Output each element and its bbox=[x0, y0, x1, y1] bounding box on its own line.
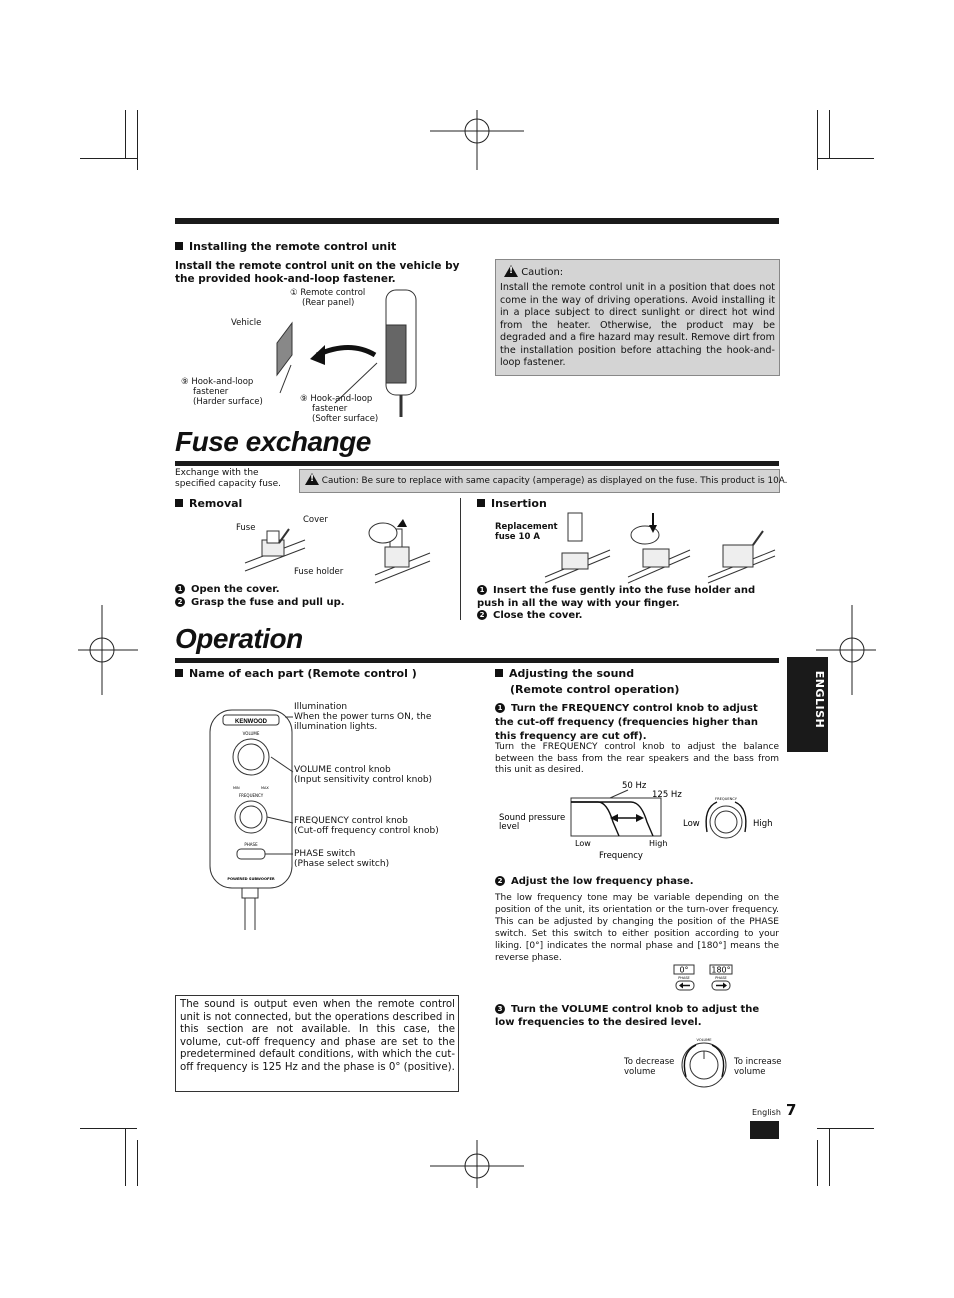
crop-mark bbox=[817, 1140, 818, 1186]
knob-high-label: High bbox=[753, 819, 773, 829]
footer-block bbox=[750, 1121, 779, 1139]
section-rule bbox=[175, 218, 779, 224]
removal-heading: Removal bbox=[175, 497, 242, 510]
install-caution-box bbox=[495, 259, 780, 376]
phase-180-label: 180° bbox=[711, 965, 731, 975]
crop-mark bbox=[80, 158, 137, 159]
adjust-heading: Adjusting the sound (Remote control operation) bbox=[495, 667, 679, 696]
insertion-heading: Insertion bbox=[477, 497, 547, 510]
crop-mark bbox=[829, 110, 830, 158]
insertion-step-2: 2 Close the cover. bbox=[477, 610, 582, 621]
remote-min-label: MIN bbox=[233, 786, 240, 790]
install-heading: Installing the remote control unit bbox=[175, 240, 396, 253]
remote-phase-label: PHASE bbox=[244, 842, 258, 847]
remote-bottom-label: POWERED SUBWOOFER bbox=[227, 877, 275, 881]
label-illumination: Illumination When the power turns ON, the illumination lights. bbox=[294, 702, 432, 732]
vol-knob-label: VOLUME bbox=[696, 1038, 712, 1042]
remote-volume-label: VOLUME bbox=[242, 731, 260, 736]
remote-control-illustration bbox=[205, 705, 300, 935]
label-volume-knob: VOLUME control knob (Input sensitivity control knob) bbox=[294, 765, 433, 785]
label-cover: Cover bbox=[303, 515, 328, 525]
registration-target-bottom bbox=[430, 1140, 524, 1188]
crop-mark bbox=[125, 110, 126, 158]
install-illustration bbox=[255, 285, 435, 420]
adjust-step-2: 2 Adjust the low frequency phase. bbox=[495, 876, 694, 887]
label-fuse-holder: Fuse holder bbox=[294, 567, 344, 577]
fuse-title: Fuse exchange bbox=[175, 426, 371, 457]
graph-low-label: Low bbox=[575, 839, 591, 848]
crop-mark bbox=[829, 1128, 830, 1186]
caution-text: Install the remote control unit in a position that does not come in the way of driving operations. Avoid installing it in a place subject to direct sunlight or direct hot wind from the heater. Otherwise, the product may be degraded and a fire hazard may result. Remove dirt from the installation position before attaching the hook-and-loop fastener. bbox=[500, 282, 775, 368]
knob-low-label: Low bbox=[683, 819, 700, 829]
remote-max-label: MAX bbox=[261, 786, 269, 790]
graph-xlabel: Frequency bbox=[599, 851, 643, 861]
adjust-step-3: 3 Turn the VOLUME control knob to adjust the low frequencies to the desired level. bbox=[495, 1004, 760, 1028]
adjust-step-1-text: Turn the FREQUENCY control knob to adjust the balance between the bass from the rear speakers and the bass from this unit as desired. bbox=[495, 742, 779, 775]
remote-frequency-label: FREQUENCY bbox=[238, 793, 264, 798]
fuse-caution-box: ! Caution: Be sure to replace with same capacity (amperage) as displayed on the fuse. This product is 10A. bbox=[299, 469, 780, 493]
crop-mark bbox=[817, 1128, 874, 1129]
operation-title: Operation bbox=[175, 623, 303, 654]
adjust-step-2-text: The low frequency tone may be variable depending on the position of the unit, its orientation or the turn-over frequency. This can be adjusted by changing the position of the PHASE switch. Set this switch to either position according to your liking. [0°] indicates the normal phase and [180°] means the reverse phase. bbox=[495, 893, 779, 963]
crop-mark bbox=[80, 1128, 137, 1129]
label-vehicle: Vehicle bbox=[231, 318, 262, 328]
label-hook-harder: ⑨ Hook-and-loop fastener (Harder surface) bbox=[181, 377, 263, 407]
page-number: 7 bbox=[786, 1101, 797, 1119]
phase-label-b: PHASE bbox=[715, 976, 727, 980]
footer-language: English bbox=[752, 1108, 781, 1117]
vol-increase-label: To increase volume bbox=[734, 1057, 782, 1077]
adjust-step-1: 1 Turn the FREQUENCY control knob to adjust the cut-off frequency (frequencies higher than this frequency are cut off). bbox=[495, 703, 758, 742]
graph-125hz-label: 125 Hz bbox=[652, 790, 682, 800]
column-divider bbox=[460, 498, 461, 620]
vol-decrease-label: To decrease volume bbox=[624, 1057, 675, 1077]
knob-frequency-label: FREQUENCY bbox=[715, 797, 737, 801]
frequency-response-graph bbox=[495, 778, 785, 864]
crop-mark bbox=[817, 110, 818, 170]
registration-target-top bbox=[430, 110, 524, 170]
phase-label-a: PHASE bbox=[678, 976, 690, 980]
phase-switch-illustration bbox=[672, 963, 742, 1003]
removal-step-2: 2 Grasp the fuse and pull up. bbox=[175, 597, 345, 608]
graph-high-label: High bbox=[649, 839, 668, 848]
label-phase-switch: PHASE switch (Phase select switch) bbox=[294, 849, 390, 869]
fuse-intro: Exchange with the specified capacity fuse. bbox=[175, 468, 281, 489]
label-fuse: Fuse bbox=[236, 523, 256, 533]
caution-header: ! Caution: bbox=[504, 265, 563, 278]
removal-illustration bbox=[245, 515, 435, 585]
insertion-step-1: 1 Insert the fuse gently into the fuse holder and push in all the way with your finger. bbox=[477, 585, 756, 609]
install-instruction: Install the remote control unit on the vehicle by the provided hook-and-loop fastener. bbox=[175, 260, 460, 285]
label-remote: ① Remote control (Rear panel) bbox=[290, 288, 366, 308]
graph-ylabel: Sound pressure bbox=[499, 813, 566, 823]
note-box bbox=[175, 995, 459, 1092]
label-frequency-knob: FREQUENCY control knob (Cut-off frequency control knob) bbox=[294, 816, 439, 836]
graph-ylabel-2: level bbox=[499, 822, 520, 832]
crop-mark bbox=[137, 110, 138, 170]
note-text: The sound is output even when the remote control unit is not connected, but the operations described in this section are not available. In this case, the volume, cut-off frequency and phase are set to the predetermined default conditions, with which the cut-off frequency is 125 Hz and the phase is 0° (positive). bbox=[180, 999, 455, 1073]
label-replacement: Replacement fuse 10 A bbox=[495, 522, 558, 542]
label-hook-softer: ⑨ Hook-and-loop fastener (Softer surface) bbox=[300, 394, 379, 424]
crop-mark bbox=[137, 1140, 138, 1186]
remote-brand: KENWOOD bbox=[235, 719, 267, 725]
language-tab: ENGLISH bbox=[787, 657, 828, 752]
warning-icon bbox=[504, 265, 518, 277]
section-rule bbox=[175, 461, 779, 466]
registration-target-left bbox=[78, 605, 138, 695]
crop-mark bbox=[125, 1128, 126, 1186]
graph-50hz-label: 50 Hz bbox=[622, 781, 647, 791]
phase-0-label: 0° bbox=[679, 965, 689, 975]
warning-icon bbox=[305, 473, 319, 485]
insertion-illustration bbox=[540, 505, 780, 585]
crop-mark bbox=[817, 158, 874, 159]
parts-heading: Name of each part (Remote control ) bbox=[175, 667, 417, 680]
removal-step-1: 1 Open the cover. bbox=[175, 584, 280, 595]
section-rule bbox=[175, 658, 779, 663]
